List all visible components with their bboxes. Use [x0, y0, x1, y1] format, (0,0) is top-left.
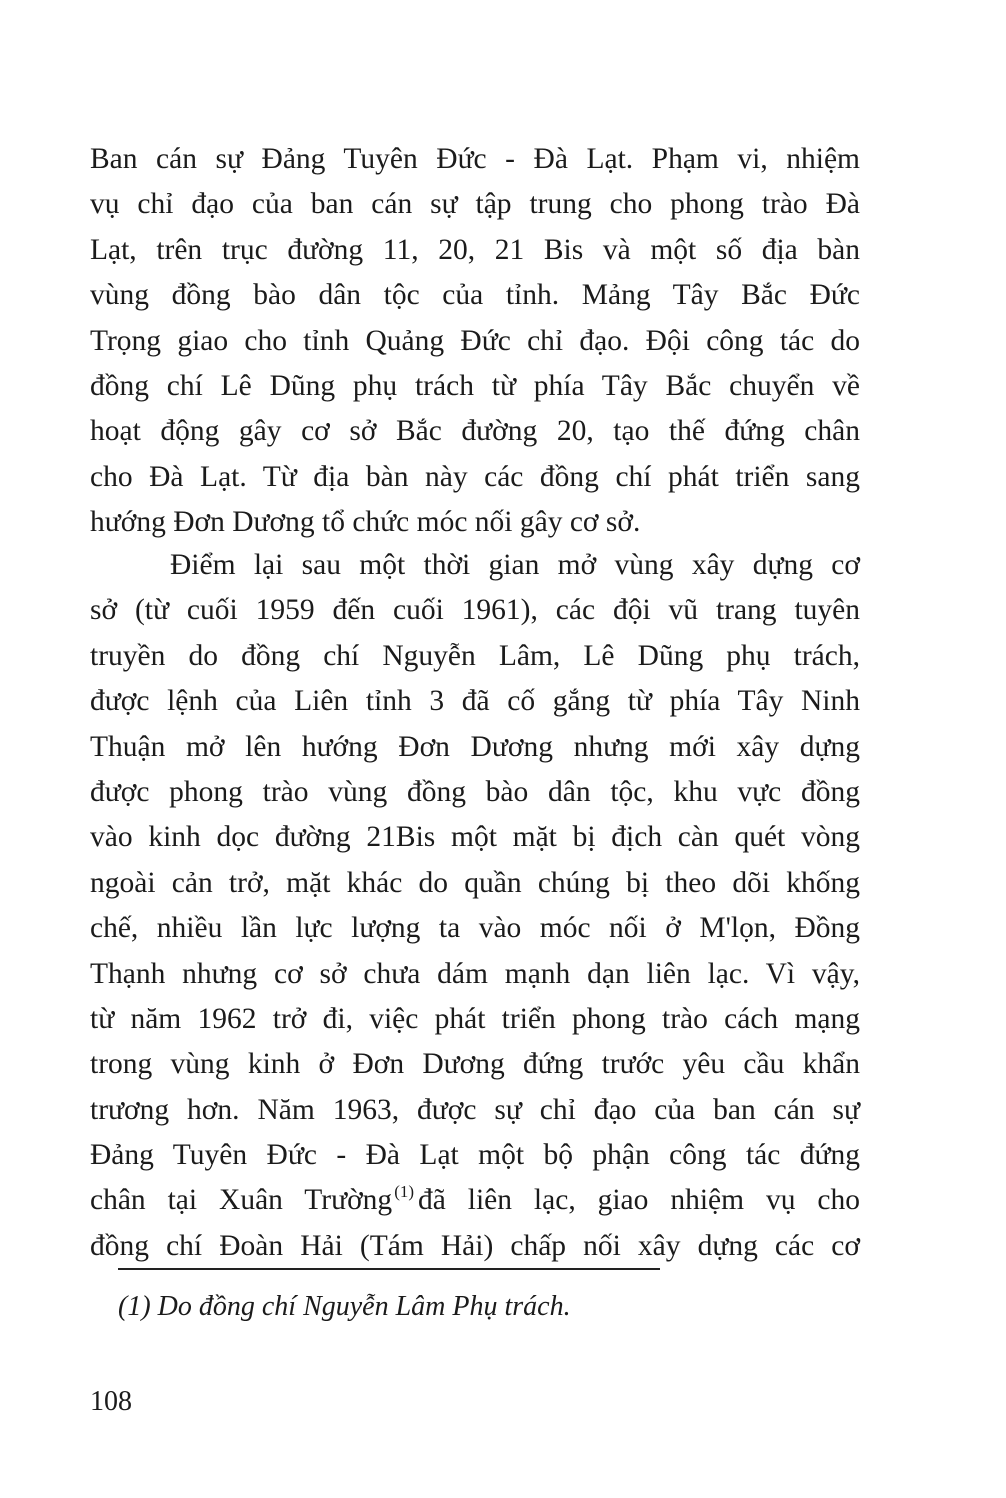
text-line: vùng đồng bào dân tộc của tỉnh. Mảng Tây Bắc Đức	[90, 279, 860, 312]
text-line: Thạnh nhưng cơ sở chưa dám mạnh dạn liên lạc. Vì vậy,	[90, 957, 860, 990]
text-line: trong vùng kinh ở Đơn Dương đứng trước yêu cầu khẩn	[90, 1048, 860, 1081]
footnote-divider	[118, 1268, 660, 1270]
text-line: Trọng giao cho tỉnh Quảng Đức chỉ đạo. Đội công tác do	[90, 324, 860, 357]
footnote: (1) Do đồng chí Nguyễn Lâm Phụ trách.	[118, 1291, 571, 1322]
text-segment: đã liên lạc, giao nhiệm vụ cho	[418, 1184, 860, 1217]
text-line: truyền do đồng chí Nguyễn Lâm, Lê Dũng phụ trách,	[90, 639, 860, 672]
text-line: sở (từ cuối 1959 đến cuối 1961), các đội vũ trang tuyên	[90, 594, 860, 627]
text-line: chế, nhiều lần lực lượng ta vào móc nối ở M'lọn, Đồng	[90, 912, 860, 945]
footnote-marker: (1)	[394, 1182, 415, 1202]
page-number: 108	[90, 1386, 132, 1417]
text-line: từ năm 1962 trở đi, việc phát triển phong trào cách mạng	[90, 1002, 860, 1035]
text-line: đồng chí Lê Dũng phụ trách từ phía Tây Bắc chuyển về	[90, 369, 860, 402]
text-line: trương hơn. Năm 1963, được sự chỉ đạo của ban cán sự	[90, 1093, 860, 1126]
text-line: hoạt động gây cơ sở Bắc đường 20, tạo thế đứng chân	[90, 415, 860, 448]
text-line: hướng Đơn Dương tổ chức móc nối gây cơ sở.	[90, 506, 641, 539]
text-line: được lệnh của Liên tỉnh 3 đã cố gắng từ phía Tây Ninh	[90, 685, 860, 718]
text-line: Ban cán sự Đảng Tuyên Đức - Đà Lạt. Phạm vi, nhiệm	[90, 143, 860, 175]
text-line-with-footnote	[90, 1178, 860, 1223]
text-line: Đảng Tuyên Đức - Đà Lạt một bộ phận công tác đứng	[90, 1139, 860, 1172]
paragraph-2	[90, 543, 860, 1269]
text-line: được phong trào vùng đồng bào dân tộc, khu vực đồng	[90, 775, 860, 808]
text-line: cho Đà Lạt. Từ địa bàn này các đồng chí phát triển sang	[90, 460, 860, 493]
paragraph-1	[90, 137, 860, 546]
text-line: Lạt, trên trục đường 11, 20, 21 Bis và một số địa bàn	[90, 233, 860, 266]
text-line: vào kinh dọc đường 21Bis một mặt bị địch càn quét vòng	[90, 821, 860, 854]
text-line: đồng chí Đoàn Hải (Tám Hải) chấp nối xây dựng các cơ	[90, 1229, 860, 1262]
text-line: Thuận mở lên hướng Đơn Dương nhưng mới xây dựng	[90, 730, 860, 763]
text-line: vụ chỉ đạo của ban cán sự tập trung cho phong trào Đà	[90, 188, 860, 221]
text-line: ngoài cản trở, mặt khác do quần chúng bị theo dõi khống	[90, 866, 860, 899]
text-line: Điểm lại sau một thời gian mở vùng xây dựng cơ	[170, 549, 860, 581]
text-segment: chân tại Xuân Trường	[90, 1184, 393, 1217]
